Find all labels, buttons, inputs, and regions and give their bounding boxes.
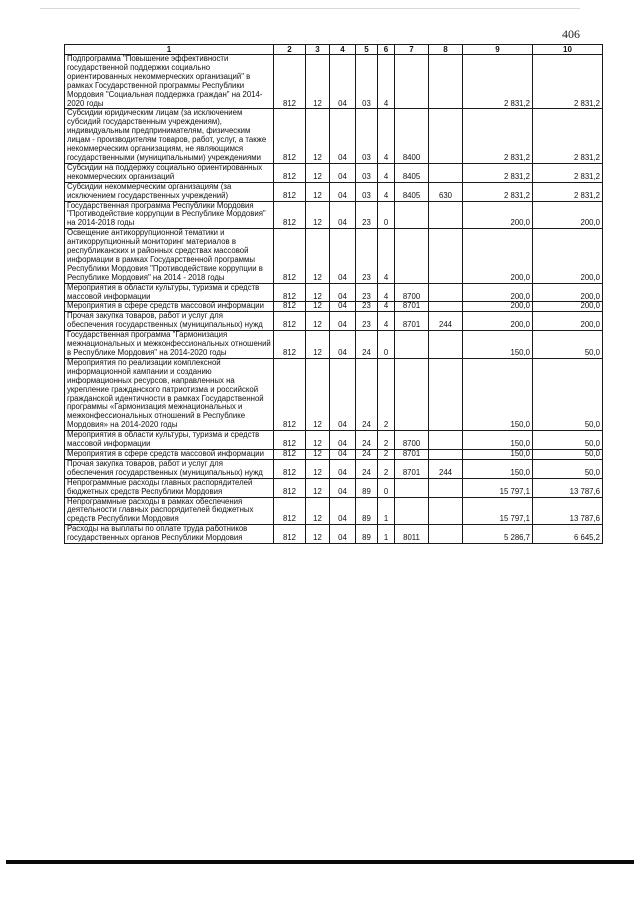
expense-type-cell [429,283,463,302]
ministry-code-cell: 812 [274,358,306,430]
table-row [65,459,603,478]
subsection-cell: 04 [330,358,356,430]
subprogram-code-cell: 4 [378,163,395,182]
col-header-5: 5 [356,45,378,55]
expense-type-cell [429,478,463,497]
table-row [65,478,603,497]
amount-year2-cell: 200,0 [533,312,603,331]
section-cell: 12 [306,229,330,283]
row-name-cell: Мероприятия в области культуры, туризма и средств массовой информации [65,431,274,450]
amount-year1-cell: 150,0 [463,431,533,450]
row-name-cell: Непрограммные расходы в рамках обеспечения деятельности главных распорядителей бюджетных средств Республики Мордовия [65,497,274,525]
table-row [65,201,603,229]
subsection-cell: 04 [330,283,356,302]
section-cell: 12 [306,459,330,478]
subprogram-code-cell: 4 [378,229,395,283]
subprogram-code-cell: 2 [378,431,395,450]
subprogram-code-cell: 0 [378,201,395,229]
subsection-cell: 04 [330,312,356,331]
row-name-cell: Мероприятия в сфере средств массовой информации [65,302,274,312]
subsection-cell: 04 [330,55,356,109]
table-row [65,302,603,312]
row-name-cell: Субсидии на поддержку социально ориентированных некоммерческих организаций [65,163,274,182]
section-cell: 12 [306,55,330,109]
subsection-cell: 04 [330,459,356,478]
ministry-code-cell: 812 [274,109,306,163]
program-code-cell: 24 [356,358,378,430]
amount-year2-cell: 50,0 [533,331,603,359]
ministry-code-cell: 812 [274,497,306,525]
direction-code-cell [395,478,429,497]
subprogram-code-cell: 4 [378,109,395,163]
subprogram-code-cell: 4 [378,312,395,331]
section-cell: 12 [306,109,330,163]
direction-code-cell: 8701 [395,459,429,478]
subprogram-code-cell: 2 [378,358,395,430]
section-cell: 12 [306,497,330,525]
subprogram-code-cell: 2 [378,459,395,478]
amount-year2-cell: 50,0 [533,459,603,478]
subprogram-code-cell: 2 [378,449,395,459]
amount-year2-cell: 50,0 [533,431,603,450]
program-code-cell: 03 [356,163,378,182]
subsection-cell: 04 [330,449,356,459]
subprogram-code-cell: 0 [378,478,395,497]
amount-year2-cell: 2 831,2 [533,55,603,109]
expense-type-cell [429,55,463,109]
row-name-cell: Субсидии юридическим лицам (за исключением субсидий государственным учреждениям), индивидуальным предпринимателям, физическим лицам - производителям товаров, работ, услуг, а также некоммерческим организациям, не являющимся государственными (муниципальными) учреждениями [65,109,274,163]
program-code-cell: 03 [356,55,378,109]
amount-year1-cell: 15 797,1 [463,497,533,525]
ministry-code-cell: 812 [274,55,306,109]
section-cell: 12 [306,302,330,312]
direction-code-cell: 8701 [395,312,429,331]
row-name-cell: Расходы на выплаты по оплате труда работников государственных органов Республики Мордовия [65,525,274,544]
program-code-cell: 23 [356,283,378,302]
table-row [65,182,603,201]
amount-year2-cell: 50,0 [533,358,603,430]
amount-year1-cell: 15 797,1 [463,478,533,497]
program-code-cell: 03 [356,182,378,201]
expense-type-cell [429,163,463,182]
table-row [65,163,603,182]
table-row [65,109,603,163]
program-code-cell: 23 [356,312,378,331]
expense-type-cell [429,525,463,544]
subsection-cell: 04 [330,163,356,182]
amount-year1-cell: 150,0 [463,331,533,359]
subsection-cell: 04 [330,302,356,312]
expense-type-cell [429,331,463,359]
expense-type-cell: 244 [429,312,463,331]
subsection-cell: 04 [330,478,356,497]
amount-year1-cell: 200,0 [463,229,533,283]
program-code-cell: 24 [356,449,378,459]
expense-type-cell [429,449,463,459]
amount-year1-cell: 150,0 [463,459,533,478]
subsection-cell: 04 [330,201,356,229]
table-row [65,449,603,459]
row-name-cell: Мероприятия в сфере средств массовой информации [65,449,274,459]
subprogram-code-cell: 4 [378,55,395,109]
col-header-6: 6 [378,45,395,55]
direction-code-cell: 8400 [395,109,429,163]
direction-code-cell [395,358,429,430]
program-code-cell: 23 [356,229,378,283]
table-row [65,312,603,331]
col-header-3: 3 [306,45,330,55]
program-code-cell: 89 [356,525,378,544]
direction-code-cell [395,331,429,359]
page-number: 406 [562,27,580,41]
program-code-cell: 24 [356,459,378,478]
amount-year2-cell: 13 787,6 [533,478,603,497]
subprogram-code-cell: 4 [378,283,395,302]
col-header-1: 1 [65,45,274,55]
col-header-4: 4 [330,45,356,55]
row-name-cell: Мероприятия в области культуры, туризма и средств массовой информации [65,283,274,302]
section-cell: 12 [306,163,330,182]
header-row [65,45,603,55]
program-code-cell: 24 [356,331,378,359]
expense-type-cell [429,497,463,525]
col-header-7: 7 [395,45,429,55]
program-code-cell: 03 [356,109,378,163]
subsection-cell: 04 [330,109,356,163]
subsection-cell: 04 [330,229,356,283]
amount-year1-cell: 2 831,2 [463,55,533,109]
direction-code-cell: 8405 [395,182,429,201]
expense-type-cell: 244 [429,459,463,478]
ministry-code-cell: 812 [274,331,306,359]
amount-year1-cell: 2 831,2 [463,109,533,163]
ministry-code-cell: 812 [274,478,306,497]
program-code-cell: 89 [356,497,378,525]
table-row [65,431,603,450]
ministry-code-cell: 812 [274,459,306,478]
direction-code-cell [395,497,429,525]
subprogram-code-cell: 4 [378,182,395,201]
subprogram-code-cell: 1 [378,525,395,544]
table-row [65,283,603,302]
section-cell: 12 [306,525,330,544]
section-cell: 12 [306,312,330,331]
direction-code-cell: 8700 [395,431,429,450]
subprogram-code-cell: 1 [378,497,395,525]
amount-year1-cell: 2 831,2 [463,163,533,182]
amount-year1-cell: 2 831,2 [463,182,533,201]
direction-code-cell: 8011 [395,525,429,544]
col-header-8: 8 [429,45,463,55]
expense-type-cell [429,109,463,163]
ministry-code-cell: 812 [274,431,306,450]
amount-year2-cell: 200,0 [533,201,603,229]
ministry-code-cell: 812 [274,182,306,201]
amount-year1-cell: 200,0 [463,201,533,229]
direction-code-cell: 8701 [395,449,429,459]
row-name-cell: Субсидии некоммерческим организациям (за исключением государственных учреждений) [65,182,274,201]
table-row [65,331,603,359]
amount-year2-cell: 2 831,2 [533,109,603,163]
direction-code-cell: 8405 [395,163,429,182]
program-code-cell: 24 [356,431,378,450]
section-cell: 12 [306,431,330,450]
ministry-code-cell: 812 [274,283,306,302]
ministry-code-cell: 812 [274,449,306,459]
ministry-code-cell: 812 [274,229,306,283]
amount-year2-cell: 200,0 [533,229,603,283]
direction-code-cell: 8700 [395,283,429,302]
row-name-cell: Подпрограмма "Повышение эффективности государственной поддержки социально ориентированных некоммерческих организаций" в рамках Государственной программы Республики Мордовия "Социальная поддержка граждан" на 2014-2020 годы [65,55,274,109]
section-cell: 12 [306,331,330,359]
amount-year1-cell: 150,0 [463,358,533,430]
program-code-cell: 23 [356,302,378,312]
section-cell: 12 [306,283,330,302]
table-row [65,55,603,109]
budget-table [64,44,603,544]
row-name-cell: Освещение антикоррупционной тематики и антикоррупционный мониторинг материалов в республиканских и районных средствах массовой информации в рамках Государственной программы Республики Мордовия "Противодействие коррупции в Республике Мордовия" на 2014 - 2018 годы [65,229,274,283]
row-name-cell: Государственная программа Республики Мордовия "Противодействие коррупции в Республике Мордовия" на 2014-2018 годы [65,201,274,229]
table-row [65,497,603,525]
ministry-code-cell: 812 [274,312,306,331]
row-name-cell: Мероприятия по реализации комплексной информационной кампании и созданию информационных ресурсов, направленных на укрепление гражданского патриотизма и российской гражданской идентичности в рамках Государственной программы «Гармонизация межнациональных и межконфессиональных отношений в Республике Мордовия» на 2014-2020 годы [65,358,274,430]
section-cell: 12 [306,478,330,497]
subsection-cell: 04 [330,331,356,359]
subprogram-code-cell: 4 [378,302,395,312]
direction-code-cell [395,229,429,283]
table-row [65,525,603,544]
col-header-2: 2 [274,45,306,55]
subsection-cell: 04 [330,182,356,201]
amount-year1-cell: 200,0 [463,312,533,331]
amount-year2-cell: 13 787,6 [533,497,603,525]
ministry-code-cell: 812 [274,302,306,312]
amount-year2-cell: 6 645,2 [533,525,603,544]
row-name-cell: Прочая закупка товаров, работ и услуг для обеспечения государственных (муниципальных) нужд [65,312,274,331]
ministry-code-cell: 812 [274,525,306,544]
subsection-cell: 04 [330,525,356,544]
amount-year2-cell: 2 831,2 [533,163,603,182]
subprogram-code-cell: 0 [378,331,395,359]
table-row [65,358,603,430]
subsection-cell: 04 [330,497,356,525]
expense-type-cell [429,201,463,229]
expense-type-cell [429,229,463,283]
direction-code-cell [395,55,429,109]
program-code-cell: 23 [356,201,378,229]
section-cell: 12 [306,449,330,459]
table-row [65,229,603,283]
amount-year2-cell: 2 831,2 [533,182,603,201]
expense-type-cell [429,431,463,450]
amount-year1-cell: 200,0 [463,302,533,312]
amount-year1-cell: 5 286,7 [463,525,533,544]
ministry-code-cell: 812 [274,163,306,182]
amount-year2-cell: 200,0 [533,302,603,312]
subsection-cell: 04 [330,431,356,450]
ministry-code-cell: 812 [274,201,306,229]
program-code-cell: 89 [356,478,378,497]
section-cell: 12 [306,182,330,201]
amount-year2-cell: 50,0 [533,449,603,459]
direction-code-cell [395,201,429,229]
bottom-scan-bar [6,860,634,864]
row-name-cell: Прочая закупка товаров, работ и услуг для обеспечения государственных (муниципальных) нужд [65,459,274,478]
expense-type-cell [429,302,463,312]
direction-code-cell: 8701 [395,302,429,312]
expense-type-cell: 630 [429,182,463,201]
row-name-cell: Государственная программа "Гармонизация межнациональных и межконфессиональных отношений в Республике Мордовия" на 2014-2020 годы [65,331,274,359]
amount-year1-cell: 150,0 [463,449,533,459]
col-header-9: 9 [463,45,533,55]
section-cell: 12 [306,201,330,229]
section-cell: 12 [306,358,330,430]
amount-year1-cell: 200,0 [463,283,533,302]
row-name-cell: Непрограммные расходы главных распорядителей бюджетных средств Республики Мордовия [65,478,274,497]
expense-type-cell [429,358,463,430]
amount-year2-cell: 200,0 [533,283,603,302]
top-scan-line [40,8,580,9]
col-header-10: 10 [533,45,603,55]
